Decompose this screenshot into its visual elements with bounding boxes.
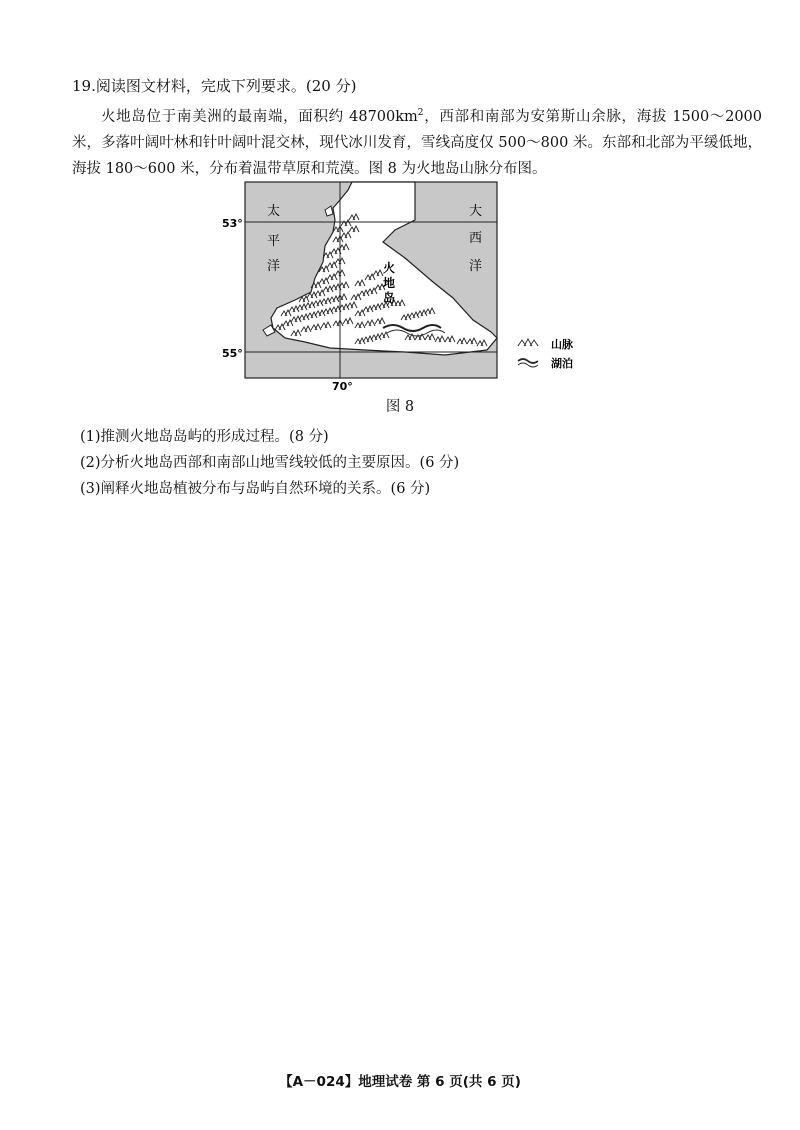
page-footer: 【A－024】地理试卷 第 6 页(共 6 页) <box>279 1074 521 1090</box>
task-3: (3)阐释火地岛植被分布与岛屿自然环境的关系。(6 分) <box>80 481 431 497</box>
material-text-part1: 火地岛位于南美洲的最南端，面积约 48700km <box>101 108 418 125</box>
island-char-2: 地 <box>383 276 396 290</box>
material-text-part2: ，西部和南部为安第斯山余脉，海拔 1500～2000 米，多落叶阔叶林和针叶阔叶混交林，现代冰川发育，雪线高度仅 500～800 米。东部和北部为平缓低地，海拔 180～600 米，分布着温带草原和荒漠。图 8 为火地岛山脉分布图。 <box>72 108 762 177</box>
lat-label-55: 55° <box>222 347 243 360</box>
material-paragraph <box>72 100 762 182</box>
pacific-char-2: 平 <box>267 234 281 249</box>
legend-mountain-icon <box>518 339 538 346</box>
legend <box>518 337 574 370</box>
legend-lake-label: 湖泊 <box>551 357 573 370</box>
lon-label-70: 70° <box>332 380 353 390</box>
lat-label-53: 53° <box>222 217 243 230</box>
atlantic-char-3: 洋 <box>469 259 483 274</box>
task-1: (1)推测火地岛岛屿的形成过程。(8 分) <box>80 429 329 445</box>
pacific-char-1: 太 <box>267 204 281 219</box>
figure-caption: 图 8 <box>385 399 415 415</box>
question-title: 19.阅读图文材料，完成下列要求。(20 分) <box>72 77 357 95</box>
atlantic-char-1: 大 <box>469 204 483 219</box>
island-char-3: 岛 <box>383 291 396 305</box>
map-figure <box>215 180 595 390</box>
legend-lake-icon <box>518 359 538 367</box>
island-char-1: 火 <box>383 261 396 275</box>
tierra-del-fuego-map <box>215 180 595 390</box>
legend-mountain-label: 山脉 <box>551 338 573 351</box>
atlantic-char-2: 西 <box>469 231 483 246</box>
task-2: (2)分析火地岛西部和南部山地雪线较低的主要原因。(6 分) <box>80 455 460 471</box>
task-list <box>80 424 459 502</box>
superscript-2: 2 <box>417 108 424 118</box>
pacific-char-3: 洋 <box>267 259 281 274</box>
